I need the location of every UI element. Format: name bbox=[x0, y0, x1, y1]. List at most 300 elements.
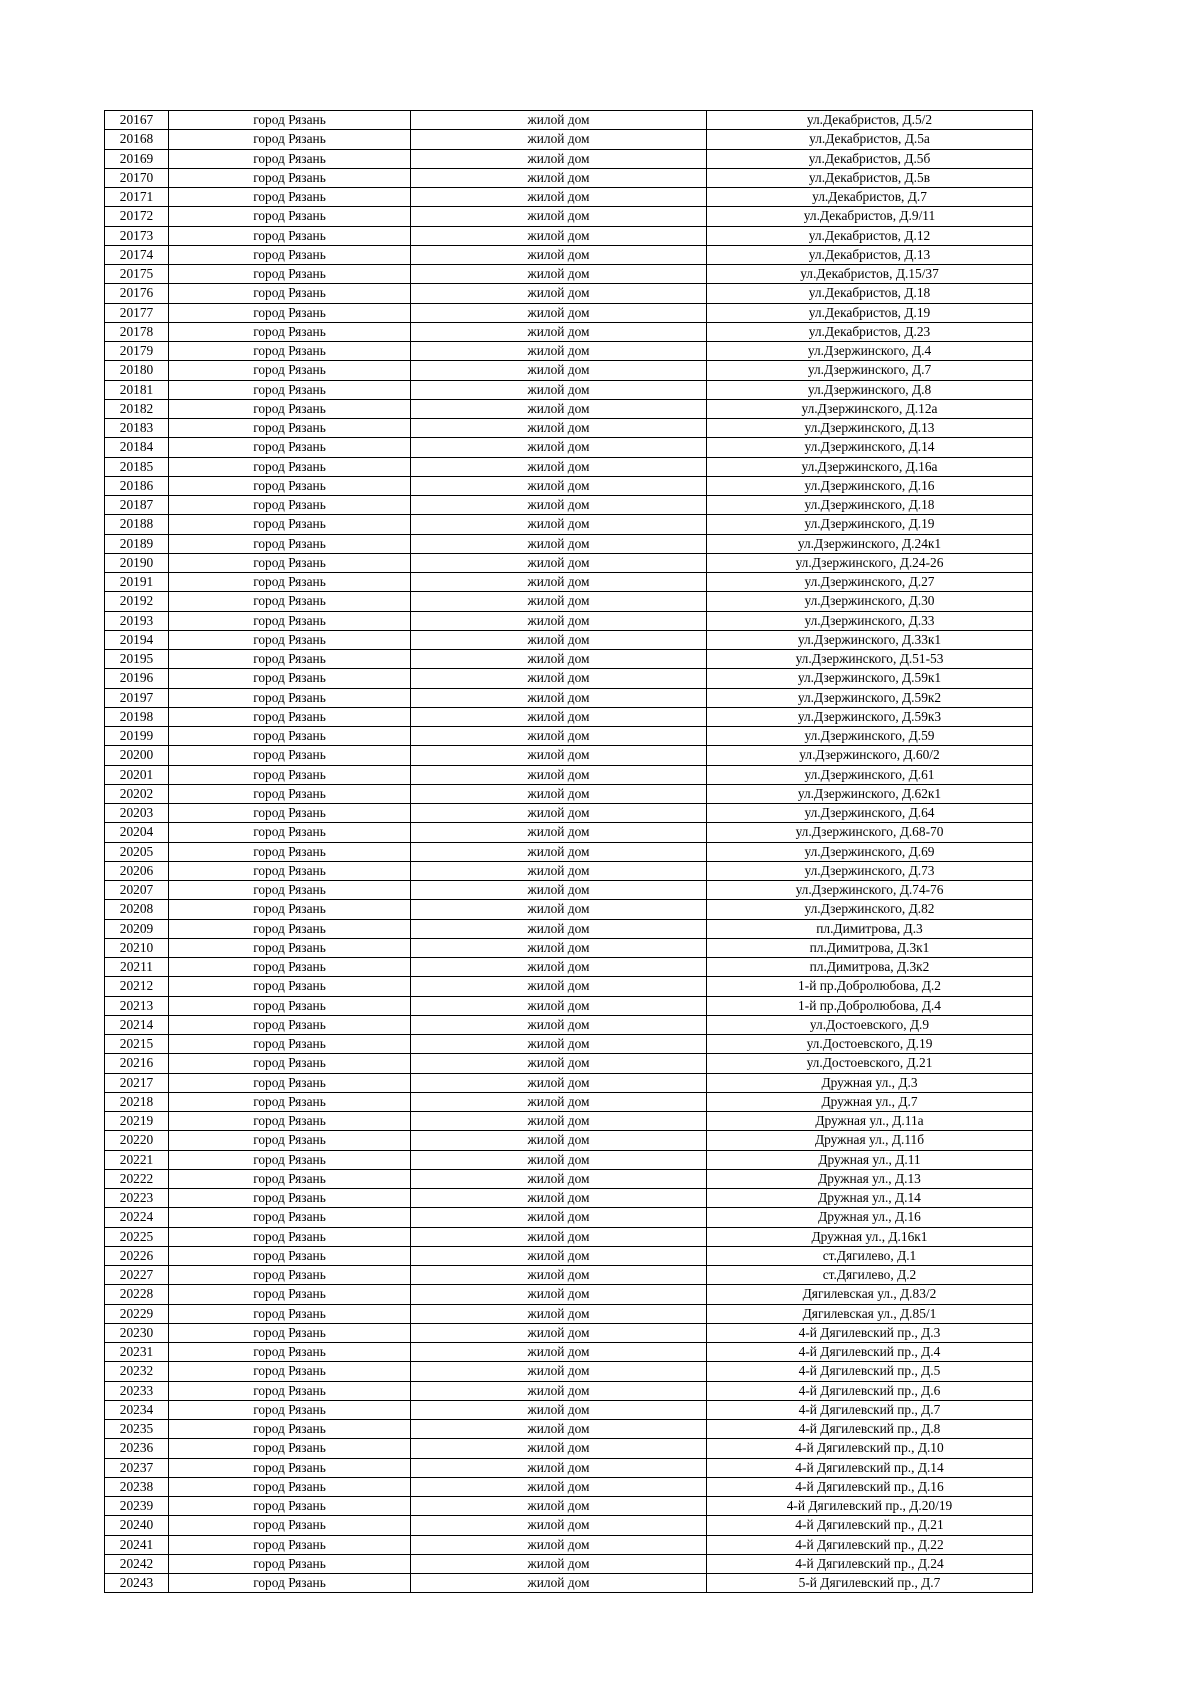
cell-number: 20232 bbox=[105, 1362, 169, 1381]
table-row bbox=[105, 226, 1033, 245]
cell-locality: город Рязань bbox=[169, 669, 411, 688]
cell-object-type: жилой дом bbox=[411, 1208, 707, 1227]
cell-address: ул.Дзержинского, Д.16а bbox=[707, 457, 1033, 476]
cell-number: 20179 bbox=[105, 342, 169, 361]
cell-number: 20235 bbox=[105, 1420, 169, 1439]
cell-object-type: жилой дом bbox=[411, 573, 707, 592]
cell-address: ул.Дзержинского, Д.33 bbox=[707, 611, 1033, 630]
table-row bbox=[105, 284, 1033, 303]
table-row bbox=[105, 1266, 1033, 1285]
cell-locality: город Рязань bbox=[169, 265, 411, 284]
table-row bbox=[105, 1208, 1033, 1227]
table-row bbox=[105, 1439, 1033, 1458]
cell-object-type: жилой дом bbox=[411, 168, 707, 187]
cell-object-type: жилой дом bbox=[411, 496, 707, 515]
cell-number: 20175 bbox=[105, 265, 169, 284]
cell-address: ул.Декабристов, Д.5а bbox=[707, 130, 1033, 149]
cell-object-type: жилой дом bbox=[411, 1343, 707, 1362]
cell-locality: город Рязань bbox=[169, 207, 411, 226]
table-row bbox=[105, 1554, 1033, 1573]
cell-object-type: жилой дом bbox=[411, 688, 707, 707]
cell-number: 20227 bbox=[105, 1266, 169, 1285]
cell-object-type: жилой дом bbox=[411, 284, 707, 303]
cell-address: 4-й Дягилевский пр., Д.5 bbox=[707, 1362, 1033, 1381]
table-row bbox=[105, 1574, 1033, 1593]
cell-object-type: жилой дом bbox=[411, 265, 707, 284]
cell-locality: город Рязань bbox=[169, 765, 411, 784]
table-row bbox=[105, 553, 1033, 572]
table-row bbox=[105, 419, 1033, 438]
table-row bbox=[105, 1323, 1033, 1342]
cell-address: ул.Декабристов, Д.9/11 bbox=[707, 207, 1033, 226]
cell-object-type: жилой дом bbox=[411, 1112, 707, 1131]
cell-locality: город Рязань bbox=[169, 1381, 411, 1400]
cell-number: 20206 bbox=[105, 861, 169, 880]
table-row bbox=[105, 1304, 1033, 1323]
cell-locality: город Рязань bbox=[169, 919, 411, 938]
table-row bbox=[105, 1516, 1033, 1535]
table-row bbox=[105, 496, 1033, 515]
cell-object-type: жилой дом bbox=[411, 1439, 707, 1458]
cell-number: 20202 bbox=[105, 784, 169, 803]
cell-address: Дружная ул., Д.16к1 bbox=[707, 1227, 1033, 1246]
cell-locality: город Рязань bbox=[169, 861, 411, 880]
cell-number: 20174 bbox=[105, 245, 169, 264]
cell-address: Дружная ул., Д.3 bbox=[707, 1073, 1033, 1092]
cell-number: 20211 bbox=[105, 958, 169, 977]
cell-object-type: жилой дом bbox=[411, 938, 707, 957]
cell-number: 20212 bbox=[105, 977, 169, 996]
cell-number: 20239 bbox=[105, 1497, 169, 1516]
cell-address: ст.Дягилево, Д.1 bbox=[707, 1246, 1033, 1265]
cell-address: пл.Димитрова, Д.3к2 bbox=[707, 958, 1033, 977]
cell-number: 20186 bbox=[105, 476, 169, 495]
cell-address: ул.Дзержинского, Д.12а bbox=[707, 399, 1033, 418]
cell-locality: город Рязань bbox=[169, 1054, 411, 1073]
table-row bbox=[105, 881, 1033, 900]
cell-locality: город Рязань bbox=[169, 688, 411, 707]
cell-number: 20189 bbox=[105, 534, 169, 553]
table-row bbox=[105, 1458, 1033, 1477]
table-row bbox=[105, 303, 1033, 322]
cell-object-type: жилой дом bbox=[411, 958, 707, 977]
cell-address: ул.Дзержинского, Д.30 bbox=[707, 592, 1033, 611]
cell-address: 4-й Дягилевский пр., Д.24 bbox=[707, 1554, 1033, 1573]
cell-address: ст.Дягилево, Д.2 bbox=[707, 1266, 1033, 1285]
cell-locality: город Рязань bbox=[169, 1073, 411, 1092]
cell-number: 20209 bbox=[105, 919, 169, 938]
cell-object-type: жилой дом bbox=[411, 1554, 707, 1573]
cell-address: 1-й пр.Добролюбова, Д.4 bbox=[707, 996, 1033, 1015]
cell-object-type: жилой дом bbox=[411, 553, 707, 572]
cell-object-type: жилой дом bbox=[411, 1458, 707, 1477]
cell-address: ул.Декабристов, Д.23 bbox=[707, 322, 1033, 341]
table-row bbox=[105, 1497, 1033, 1516]
cell-number: 20218 bbox=[105, 1092, 169, 1111]
cell-object-type: жилой дом bbox=[411, 1150, 707, 1169]
table-row bbox=[105, 342, 1033, 361]
cell-object-type: жилой дом bbox=[411, 245, 707, 264]
cell-number: 20204 bbox=[105, 823, 169, 842]
cell-address: 4-й Дягилевский пр., Д.4 bbox=[707, 1343, 1033, 1362]
address-table-body bbox=[105, 111, 1033, 1593]
cell-address: ул.Дзержинского, Д.61 bbox=[707, 765, 1033, 784]
table-row bbox=[105, 476, 1033, 495]
cell-locality: город Рязань bbox=[169, 1285, 411, 1304]
cell-object-type: жилой дом bbox=[411, 919, 707, 938]
cell-address: 4-й Дягилевский пр., Д.22 bbox=[707, 1535, 1033, 1554]
cell-locality: город Рязань bbox=[169, 226, 411, 245]
cell-number: 20214 bbox=[105, 1015, 169, 1034]
cell-locality: город Рязань bbox=[169, 1189, 411, 1208]
table-row bbox=[105, 1150, 1033, 1169]
cell-object-type: жилой дом bbox=[411, 399, 707, 418]
table-row bbox=[105, 630, 1033, 649]
table-row bbox=[105, 149, 1033, 168]
cell-locality: город Рязань bbox=[169, 1439, 411, 1458]
cell-address: Дягилевская ул., Д.83/2 bbox=[707, 1285, 1033, 1304]
table-row bbox=[105, 399, 1033, 418]
table-row bbox=[105, 111, 1033, 130]
cell-address: ул.Дзержинского, Д.7 bbox=[707, 361, 1033, 380]
cell-address: ул.Достоевского, Д.9 bbox=[707, 1015, 1033, 1034]
cell-address: ул.Достоевского, Д.21 bbox=[707, 1054, 1033, 1073]
cell-locality: город Рязань bbox=[169, 804, 411, 823]
cell-address: Дружная ул., Д.11а bbox=[707, 1112, 1033, 1131]
cell-number: 20236 bbox=[105, 1439, 169, 1458]
cell-locality: город Рязань bbox=[169, 900, 411, 919]
cell-object-type: жилой дом bbox=[411, 650, 707, 669]
cell-number: 20194 bbox=[105, 630, 169, 649]
table-row bbox=[105, 1285, 1033, 1304]
cell-number: 20219 bbox=[105, 1112, 169, 1131]
table-row bbox=[105, 245, 1033, 264]
cell-object-type: жилой дом bbox=[411, 1477, 707, 1496]
cell-object-type: жилой дом bbox=[411, 784, 707, 803]
cell-address: пл.Димитрова, Д.3к1 bbox=[707, 938, 1033, 957]
cell-locality: город Рязань bbox=[169, 842, 411, 861]
cell-address: Дружная ул., Д.11б bbox=[707, 1131, 1033, 1150]
table-row bbox=[105, 900, 1033, 919]
table-row bbox=[105, 1131, 1033, 1150]
cell-address: ул.Декабристов, Д.5/2 bbox=[707, 111, 1033, 130]
cell-object-type: жилой дом bbox=[411, 1362, 707, 1381]
cell-locality: город Рязань bbox=[169, 1516, 411, 1535]
cell-address: ул.Дзержинского, Д.14 bbox=[707, 438, 1033, 457]
cell-locality: город Рязань bbox=[169, 1208, 411, 1227]
cell-address: 4-й Дягилевский пр., Д.14 bbox=[707, 1458, 1033, 1477]
cell-object-type: жилой дом bbox=[411, 111, 707, 130]
table-row bbox=[105, 823, 1033, 842]
cell-address: 4-й Дягилевский пр., Д.6 bbox=[707, 1381, 1033, 1400]
cell-object-type: жилой дом bbox=[411, 977, 707, 996]
cell-number: 20237 bbox=[105, 1458, 169, 1477]
cell-number: 20193 bbox=[105, 611, 169, 630]
cell-address: ул.Декабристов, Д.13 bbox=[707, 245, 1033, 264]
cell-number: 20167 bbox=[105, 111, 169, 130]
table-row bbox=[105, 322, 1033, 341]
cell-number: 20184 bbox=[105, 438, 169, 457]
cell-object-type: жилой дом bbox=[411, 1035, 707, 1054]
cell-number: 20205 bbox=[105, 842, 169, 861]
cell-locality: город Рязань bbox=[169, 1092, 411, 1111]
cell-address: ул.Достоевского, Д.19 bbox=[707, 1035, 1033, 1054]
cell-number: 20178 bbox=[105, 322, 169, 341]
cell-address: Дружная ул., Д.13 bbox=[707, 1169, 1033, 1188]
cell-object-type: жилой дом bbox=[411, 1015, 707, 1034]
table-row bbox=[105, 1035, 1033, 1054]
cell-locality: город Рязань bbox=[169, 1323, 411, 1342]
cell-locality: город Рязань bbox=[169, 1497, 411, 1516]
cell-object-type: жилой дом bbox=[411, 881, 707, 900]
cell-number: 20216 bbox=[105, 1054, 169, 1073]
cell-object-type: жилой дом bbox=[411, 592, 707, 611]
cell-address: ул.Дзержинского, Д.13 bbox=[707, 419, 1033, 438]
cell-object-type: жилой дом bbox=[411, 1169, 707, 1188]
cell-locality: город Рязань bbox=[169, 958, 411, 977]
cell-address: ул.Дзержинского, Д.74-76 bbox=[707, 881, 1033, 900]
cell-number: 20171 bbox=[105, 188, 169, 207]
table-row bbox=[105, 457, 1033, 476]
cell-object-type: жилой дом bbox=[411, 226, 707, 245]
cell-number: 20199 bbox=[105, 727, 169, 746]
cell-address: пл.Димитрова, Д.3 bbox=[707, 919, 1033, 938]
cell-object-type: жилой дом bbox=[411, 457, 707, 476]
cell-object-type: жилой дом bbox=[411, 130, 707, 149]
cell-address: ул.Дзержинского, Д.33к1 bbox=[707, 630, 1033, 649]
cell-number: 20176 bbox=[105, 284, 169, 303]
cell-locality: город Рязань bbox=[169, 1227, 411, 1246]
cell-object-type: жилой дом bbox=[411, 361, 707, 380]
table-row bbox=[105, 1420, 1033, 1439]
cell-address: Дружная ул., Д.7 bbox=[707, 1092, 1033, 1111]
table-row bbox=[105, 842, 1033, 861]
cell-locality: город Рязань bbox=[169, 1400, 411, 1419]
table-row bbox=[105, 573, 1033, 592]
cell-locality: город Рязань bbox=[169, 1554, 411, 1573]
cell-object-type: жилой дом bbox=[411, 900, 707, 919]
table-row bbox=[105, 1112, 1033, 1131]
table-row bbox=[105, 611, 1033, 630]
cell-object-type: жилой дом bbox=[411, 1054, 707, 1073]
cell-locality: город Рязань bbox=[169, 1477, 411, 1496]
cell-address: ул.Декабристов, Д.5в bbox=[707, 168, 1033, 187]
cell-object-type: жилой дом bbox=[411, 207, 707, 226]
cell-address: 5-й Дягилевский пр., Д.7 bbox=[707, 1574, 1033, 1593]
cell-object-type: жилой дом bbox=[411, 611, 707, 630]
cell-number: 20207 bbox=[105, 881, 169, 900]
table-row bbox=[105, 861, 1033, 880]
cell-locality: город Рязань bbox=[169, 1112, 411, 1131]
cell-number: 20238 bbox=[105, 1477, 169, 1496]
cell-locality: город Рязань bbox=[169, 419, 411, 438]
cell-number: 20173 bbox=[105, 226, 169, 245]
cell-locality: город Рязань bbox=[169, 1420, 411, 1439]
cell-locality: город Рязань bbox=[169, 650, 411, 669]
cell-object-type: жилой дом bbox=[411, 1073, 707, 1092]
cell-number: 20228 bbox=[105, 1285, 169, 1304]
cell-address: 4-й Дягилевский пр., Д.7 bbox=[707, 1400, 1033, 1419]
cell-object-type: жилой дом bbox=[411, 1574, 707, 1593]
cell-object-type: жилой дом bbox=[411, 707, 707, 726]
cell-object-type: жилой дом bbox=[411, 804, 707, 823]
cell-number: 20201 bbox=[105, 765, 169, 784]
cell-number: 20168 bbox=[105, 130, 169, 149]
cell-locality: город Рязань bbox=[169, 1574, 411, 1593]
cell-locality: город Рязань bbox=[169, 573, 411, 592]
cell-address: 4-й Дягилевский пр., Д.8 bbox=[707, 1420, 1033, 1439]
table-row bbox=[105, 168, 1033, 187]
table-row bbox=[105, 380, 1033, 399]
table-row bbox=[105, 1169, 1033, 1188]
cell-locality: город Рязань bbox=[169, 630, 411, 649]
table-row bbox=[105, 534, 1033, 553]
cell-address: Дружная ул., Д.16 bbox=[707, 1208, 1033, 1227]
cell-number: 20223 bbox=[105, 1189, 169, 1208]
cell-address: ул.Декабристов, Д.18 bbox=[707, 284, 1033, 303]
cell-address: 4-й Дягилевский пр., Д.16 bbox=[707, 1477, 1033, 1496]
cell-address: ул.Декабристов, Д.12 bbox=[707, 226, 1033, 245]
cell-object-type: жилой дом bbox=[411, 1497, 707, 1516]
table-row bbox=[105, 707, 1033, 726]
cell-object-type: жилой дом bbox=[411, 1131, 707, 1150]
table-row bbox=[105, 1246, 1033, 1265]
table-row bbox=[105, 1477, 1033, 1496]
cell-address: ул.Декабристов, Д.15/37 bbox=[707, 265, 1033, 284]
cell-address: ул.Дзержинского, Д.60/2 bbox=[707, 746, 1033, 765]
cell-address: Дружная ул., Д.14 bbox=[707, 1189, 1033, 1208]
cell-number: 20187 bbox=[105, 496, 169, 515]
cell-number: 20188 bbox=[105, 515, 169, 534]
cell-address: Дружная ул., Д.11 bbox=[707, 1150, 1033, 1169]
cell-number: 20242 bbox=[105, 1554, 169, 1573]
cell-address: ул.Дзержинского, Д.82 bbox=[707, 900, 1033, 919]
table-row bbox=[105, 669, 1033, 688]
cell-locality: город Рязань bbox=[169, 284, 411, 303]
cell-object-type: жилой дом bbox=[411, 303, 707, 322]
cell-locality: город Рязань bbox=[169, 399, 411, 418]
cell-number: 20182 bbox=[105, 399, 169, 418]
cell-number: 20200 bbox=[105, 746, 169, 765]
cell-locality: город Рязань bbox=[169, 534, 411, 553]
cell-locality: город Рязань bbox=[169, 1035, 411, 1054]
cell-object-type: жилой дом bbox=[411, 1285, 707, 1304]
cell-number: 20169 bbox=[105, 149, 169, 168]
cell-number: 20213 bbox=[105, 996, 169, 1015]
table-row bbox=[105, 361, 1033, 380]
cell-object-type: жилой дом bbox=[411, 1227, 707, 1246]
cell-object-type: жилой дом bbox=[411, 1381, 707, 1400]
cell-locality: город Рязань bbox=[169, 1246, 411, 1265]
cell-number: 20243 bbox=[105, 1574, 169, 1593]
cell-address: ул.Дзержинского, Д.8 bbox=[707, 380, 1033, 399]
cell-address: ул.Дзержинского, Д.16 bbox=[707, 476, 1033, 495]
cell-locality: город Рязань bbox=[169, 881, 411, 900]
cell-object-type: жилой дом bbox=[411, 1266, 707, 1285]
cell-object-type: жилой дом bbox=[411, 476, 707, 495]
cell-address: ул.Декабристов, Д.19 bbox=[707, 303, 1033, 322]
table-row bbox=[105, 1535, 1033, 1554]
cell-number: 20170 bbox=[105, 168, 169, 187]
cell-locality: город Рязань bbox=[169, 380, 411, 399]
cell-object-type: жилой дом bbox=[411, 515, 707, 534]
cell-object-type: жилой дом bbox=[411, 727, 707, 746]
cell-locality: город Рязань bbox=[169, 611, 411, 630]
cell-address: ул.Дзержинского, Д.59 bbox=[707, 727, 1033, 746]
table-row bbox=[105, 765, 1033, 784]
cell-object-type: жилой дом bbox=[411, 322, 707, 341]
cell-object-type: жилой дом bbox=[411, 996, 707, 1015]
cell-locality: город Рязань bbox=[169, 784, 411, 803]
cell-number: 20225 bbox=[105, 1227, 169, 1246]
table-row bbox=[105, 688, 1033, 707]
cell-locality: город Рязань bbox=[169, 111, 411, 130]
cell-locality: город Рязань bbox=[169, 168, 411, 187]
cell-locality: город Рязань bbox=[169, 553, 411, 572]
cell-address: ул.Дзержинского, Д.4 bbox=[707, 342, 1033, 361]
table-row bbox=[105, 438, 1033, 457]
cell-locality: город Рязань bbox=[169, 496, 411, 515]
table-row bbox=[105, 515, 1033, 534]
cell-address: ул.Дзержинского, Д.62к1 bbox=[707, 784, 1033, 803]
cell-locality: город Рязань bbox=[169, 938, 411, 957]
cell-number: 20234 bbox=[105, 1400, 169, 1419]
cell-object-type: жилой дом bbox=[411, 1304, 707, 1323]
cell-object-type: жилой дом bbox=[411, 438, 707, 457]
cell-locality: город Рязань bbox=[169, 1169, 411, 1188]
cell-locality: город Рязань bbox=[169, 1304, 411, 1323]
cell-address: ул.Дзержинского, Д.24-26 bbox=[707, 553, 1033, 572]
cell-number: 20190 bbox=[105, 553, 169, 572]
cell-object-type: жилой дом bbox=[411, 1189, 707, 1208]
cell-locality: город Рязань bbox=[169, 592, 411, 611]
table-row bbox=[105, 1227, 1033, 1246]
cell-number: 20220 bbox=[105, 1131, 169, 1150]
cell-object-type: жилой дом bbox=[411, 861, 707, 880]
cell-address: 4-й Дягилевский пр., Д.3 bbox=[707, 1323, 1033, 1342]
cell-locality: город Рязань bbox=[169, 1362, 411, 1381]
cell-number: 20181 bbox=[105, 380, 169, 399]
cell-locality: город Рязань bbox=[169, 149, 411, 168]
cell-object-type: жилой дом bbox=[411, 419, 707, 438]
cell-address: ул.Дзержинского, Д.69 bbox=[707, 842, 1033, 861]
cell-address: ул.Дзержинского, Д.27 bbox=[707, 573, 1033, 592]
cell-address: Дягилевская ул., Д.85/1 bbox=[707, 1304, 1033, 1323]
cell-locality: город Рязань bbox=[169, 1458, 411, 1477]
table-row bbox=[105, 746, 1033, 765]
cell-locality: город Рязань bbox=[169, 1535, 411, 1554]
cell-object-type: жилой дом bbox=[411, 1400, 707, 1419]
cell-address: ул.Дзержинского, Д.51-53 bbox=[707, 650, 1033, 669]
table-row bbox=[105, 265, 1033, 284]
cell-address: ул.Декабристов, Д.7 bbox=[707, 188, 1033, 207]
cell-address: 4-й Дягилевский пр., Д.21 bbox=[707, 1516, 1033, 1535]
cell-locality: город Рязань bbox=[169, 130, 411, 149]
cell-locality: город Рязань bbox=[169, 476, 411, 495]
table-row bbox=[105, 188, 1033, 207]
cell-locality: город Рязань bbox=[169, 303, 411, 322]
cell-address: ул.Дзержинского, Д.59к3 bbox=[707, 707, 1033, 726]
cell-object-type: жилой дом bbox=[411, 149, 707, 168]
cell-locality: город Рязань bbox=[169, 457, 411, 476]
cell-locality: город Рязань bbox=[169, 977, 411, 996]
cell-address: ул.Декабристов, Д.5б bbox=[707, 149, 1033, 168]
cell-locality: город Рязань bbox=[169, 1150, 411, 1169]
cell-number: 20203 bbox=[105, 804, 169, 823]
cell-object-type: жилой дом bbox=[411, 342, 707, 361]
table-row bbox=[105, 784, 1033, 803]
table-row bbox=[105, 958, 1033, 977]
